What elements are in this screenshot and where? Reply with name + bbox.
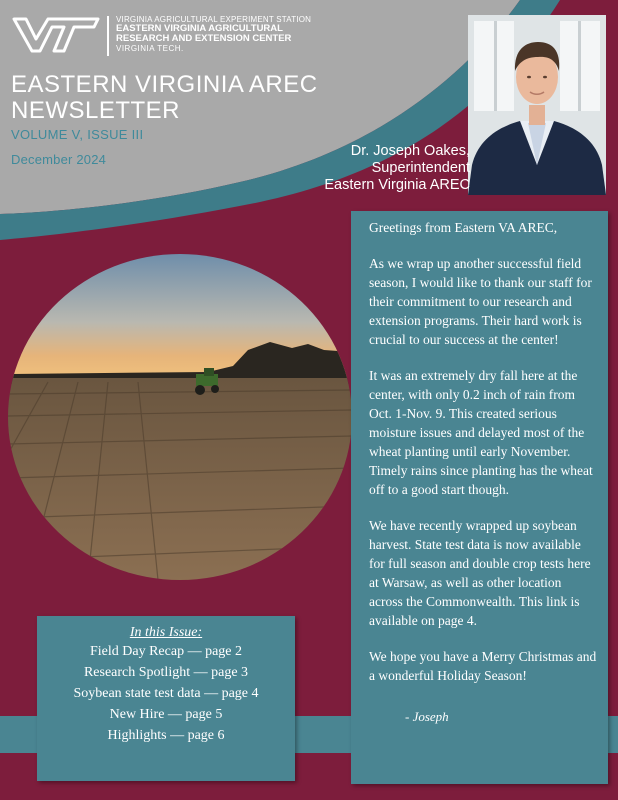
- letter-signature: - Joseph: [405, 709, 449, 724]
- newsletter-title: [11, 72, 318, 124]
- photo-caption: [300, 143, 470, 194]
- logo-text: [116, 16, 311, 54]
- title-line: EASTERN VIRGINIA AREC: [11, 71, 318, 98]
- in-this-issue-box: [37, 616, 295, 781]
- issue-heading: In this Issue:: [129, 625, 203, 640]
- logo-line: VIRGINIA TECH.: [116, 44, 184, 54]
- letter-greeting: Greetings from Eastern VA AREC,: [369, 220, 558, 235]
- volume-issue: VOLUME V, ISSUE III: [11, 127, 144, 142]
- letter-paragraph: We hope you have a Merry Christmas and a wonderful Holiday Season!: [369, 649, 597, 683]
- issue-item: New Hire — page 5: [109, 707, 223, 722]
- logo-line: VIRGINIA AGRICULTURAL EXPERIMENT STATION: [116, 15, 312, 24]
- caption-line: Superintendent: [371, 160, 470, 176]
- letter-paragraph: We have recently wrapped up soybean harvest. State test data is now available for full season and double crop tests here at Warsaw, as well as other location across the Commonwealth. This link is available on page 4.: [369, 518, 591, 628]
- field-photo: [8, 254, 352, 580]
- title-line: NEWSLETTER: [11, 97, 181, 124]
- superintendent-letter: [351, 211, 608, 784]
- logo-line: RESEARCH AND EXTENSION CENTER: [116, 33, 292, 45]
- issue-item: Highlights — page 6: [107, 728, 225, 743]
- issue-item: Field Day Recap — page 2: [89, 644, 242, 659]
- logo-line: EASTERN VIRGINIA AGRICULTURAL: [116, 23, 283, 35]
- logo-divider: [107, 16, 109, 56]
- vt-logo-icon: [12, 15, 100, 55]
- issue-item: Research Spotlight — page 3: [83, 665, 249, 680]
- letter-paragraph: As we wrap up another successful field season, I would like to thank our staff for their commitment to our research and extension programs. Their hard work is crucial to our success at the center!: [369, 256, 592, 347]
- caption-line: Dr. Joseph Oakes,: [350, 143, 470, 159]
- superintendent-photo: [468, 15, 606, 195]
- issue-date: December 2024: [11, 152, 107, 167]
- issue-item: Soybean state test data — page 4: [73, 686, 259, 701]
- caption-line: Eastern Virginia AREC: [324, 177, 470, 193]
- letter-paragraph: It was an extremely dry fall here at the center, with only 0.2 inch of rain from Oct. 1-Nov. 9. This created serious moisture issues and delayed most of the wheat planting until early November. Timely rains since planting has the wheat off to a good start though.: [369, 368, 593, 497]
